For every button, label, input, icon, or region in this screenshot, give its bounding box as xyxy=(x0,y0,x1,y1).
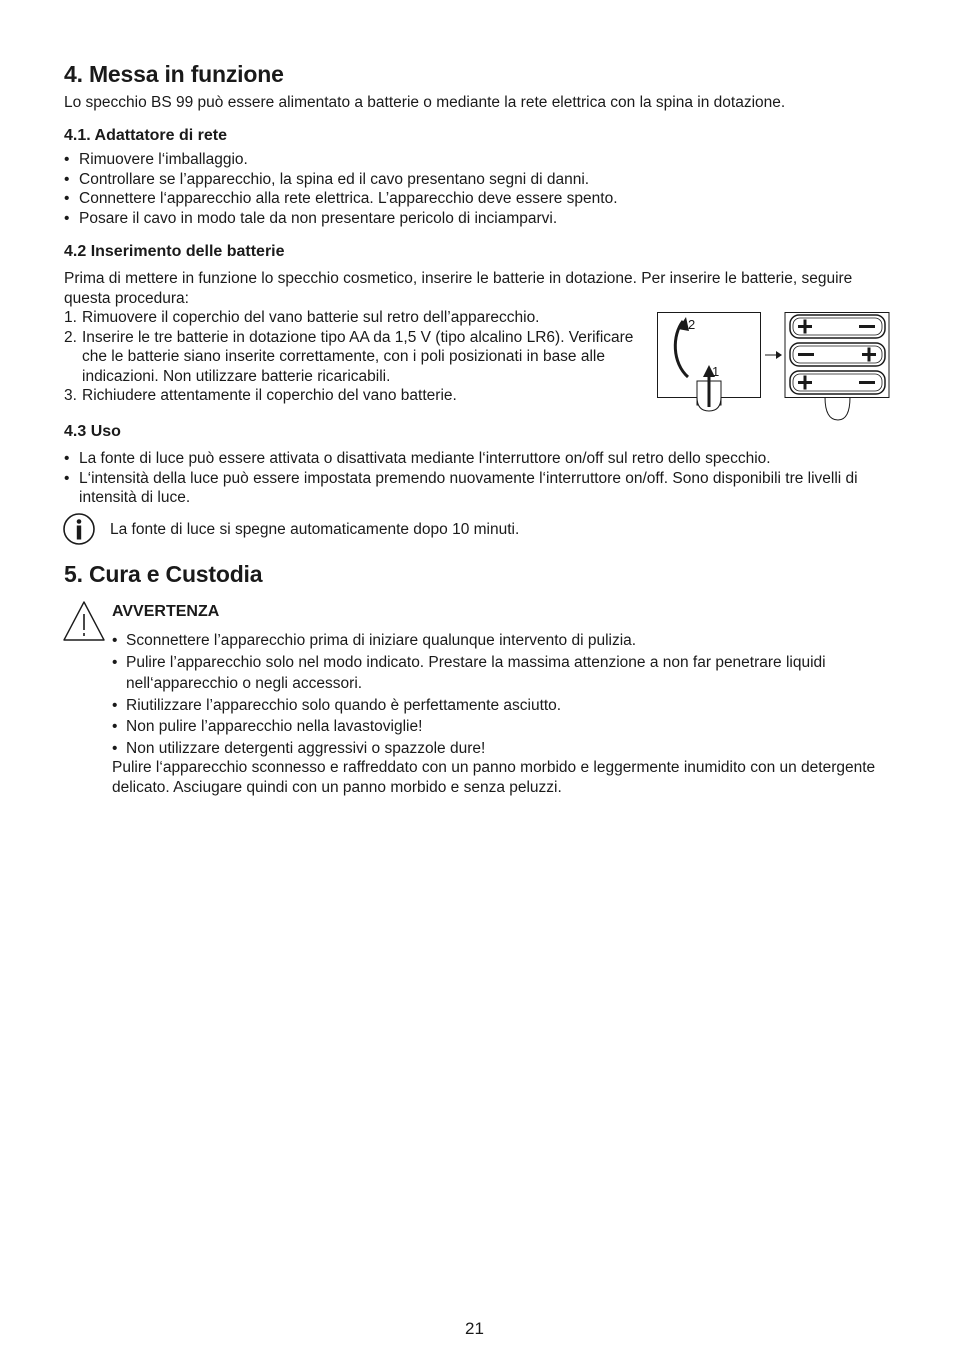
list-item: • Sconnettere l’apparecchio prima di iniziare qualunque intervento di pulizia. xyxy=(112,630,892,652)
list-item: • Non utilizzare detergenti aggressivi o spazzole dure! xyxy=(112,738,892,760)
step-text: Richiudere attentamente il coperchio del vano batterie. xyxy=(82,387,457,404)
section-4-1-title: 4.1. Adattatore di rete xyxy=(64,127,228,144)
section-5-title: 5. Cura e Custodia xyxy=(64,561,263,587)
warning-title: AVVERTENZA xyxy=(112,603,220,620)
page-number: 21 xyxy=(465,1319,484,1338)
list-item: • Riutilizzare l’apparecchio solo quando è perfettamente asciutto. xyxy=(112,695,892,717)
info-note: La fonte di luce si spegne automaticamente dopo 10 minuti. xyxy=(110,521,520,538)
section-4-intro: Lo specchio BS 99 può essere alimentato a batterie o mediante la rete elettrica con la spina in dotazione. xyxy=(64,94,786,111)
step-number: 1. xyxy=(64,309,77,326)
section-4-2-intro: Prima di mettere in funzione lo specchio cosmetico, inserire le batterie in dotazione. Per inserire le batterie, seguire questa procedura: xyxy=(64,270,853,307)
section-4-3-list xyxy=(64,449,874,508)
step-number: 3. xyxy=(64,387,77,404)
cleaning-text: Pulire l‘apparecchio sconnesso e raffreddato con un panno morbido e leggermente inumidito con un detergente delicato. Asciugare quindi con un panno morbido e senza peluzzi. xyxy=(112,759,876,796)
section-4-title: 4. Messa in funzione xyxy=(64,61,284,87)
info-icon xyxy=(62,512,96,546)
section-4-2-title: 4.2 Inserimento delle batterie xyxy=(64,243,285,260)
list-item: • Pulire l’apparecchio solo nel modo indicato. Prestare la massima attenzione a non far penetrare liquidi nell‘apparecchio o negli accessori. xyxy=(112,652,892,695)
step-text: Inserire le tre batterie in dotazione tipo AA da 1,5 V (tipo alcalino LR6). Verificare che le batterie siano inserite correttamente, con i poli posizionati in base alle indicazioni. Non utilizzare batterie ricaricabili. xyxy=(82,328,634,385)
warning-icon xyxy=(62,600,106,642)
list-item: • Connettere l‘apparecchio alla rete elettrica. L’apparecchio deve essere spento. xyxy=(64,189,904,209)
list-item: • Non pulire l’apparecchio nella lavastoviglie! xyxy=(112,716,892,738)
step-text: Rimuovere il coperchio del vano batterie sul retro dell’apparecchio. xyxy=(82,309,540,326)
battery-compartment xyxy=(785,313,889,421)
battery-figure xyxy=(650,305,900,430)
figure-label-2: 2 xyxy=(688,317,696,332)
section-4-3-title: 4.3 Uso xyxy=(64,423,121,440)
list-item: • Posare il cavo in modo tale da non presentare pericolo di inciamparvi. xyxy=(64,209,904,229)
step-number: 2. xyxy=(64,328,77,346)
list-item: • Rimuovere l‘imballaggio. xyxy=(64,150,904,170)
list-item: • Controllare se l’apparecchio, la spina ed il cavo presentano segni di danni. xyxy=(64,170,904,190)
figure-label-1: 1 xyxy=(712,364,720,379)
step-item xyxy=(64,328,634,387)
list-item: • L‘intensità della luce può essere impostata premendo nuovamente l‘interruttore on/off. Sono disponibili tre livelli di intensità di luce. xyxy=(64,469,874,508)
step-item xyxy=(64,386,634,406)
section-4-1-list xyxy=(64,150,904,228)
step-item xyxy=(64,308,634,328)
list-item: • La fonte di luce può essere attivata o disattivata mediante l‘interruttore on/off sul retro dello specchio. xyxy=(64,449,874,469)
section-4-2-steps xyxy=(64,308,634,406)
warning-list xyxy=(112,630,892,759)
